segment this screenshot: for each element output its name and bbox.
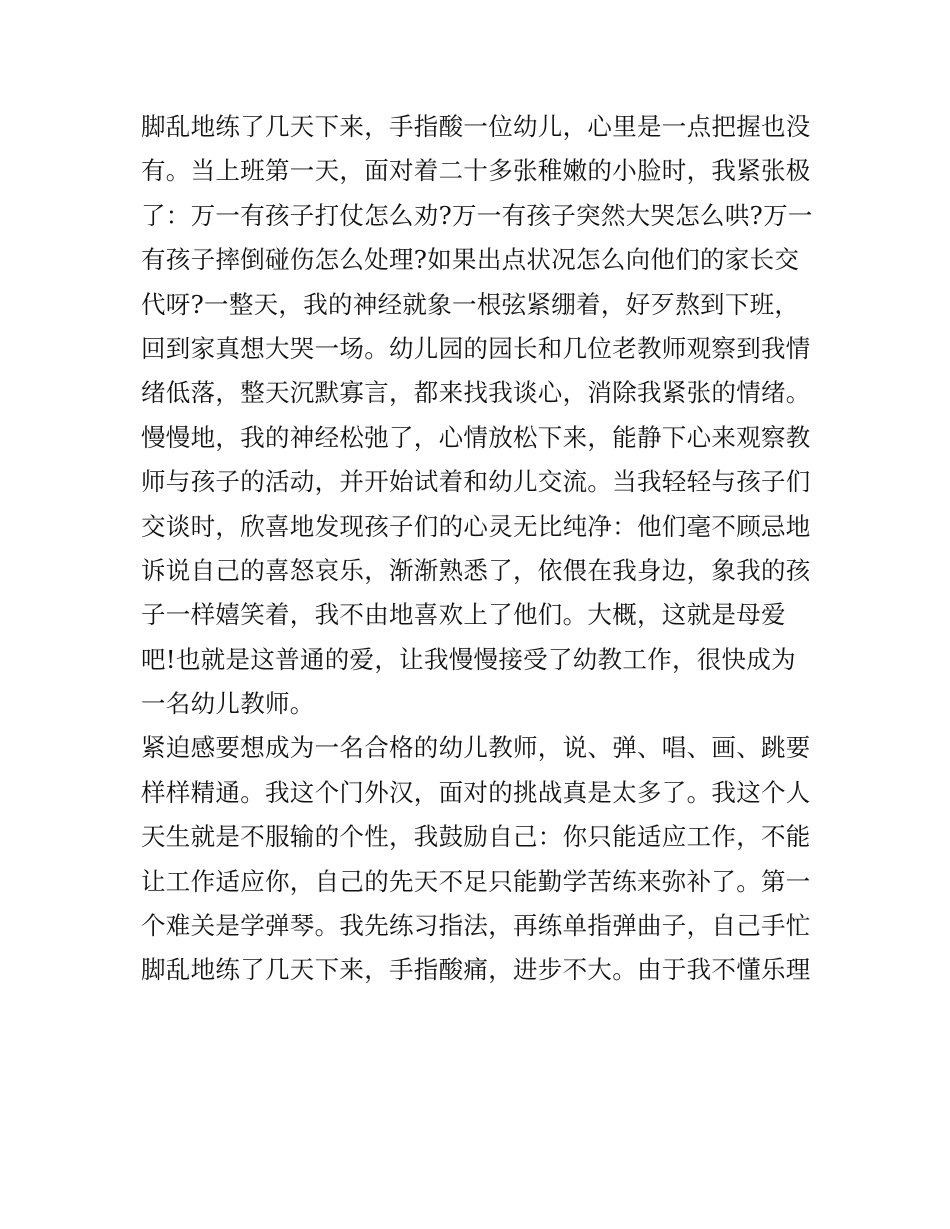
text-line: 诉说自己的喜怒哀乐，渐渐熟悉了，依偎在我身边，象我的孩 xyxy=(141,555,811,585)
text-line: 天生就是不服输的个性，我鼓励自己：你只能适应工作，不能 xyxy=(141,822,811,852)
text-line: 有孩子摔倒碰伤怎么处理?如果出点状况怎么向他们的家长交 xyxy=(141,245,800,275)
text-line: 回到家真想大哭一场。幼儿园的园长和几位老教师观察到我情 xyxy=(141,333,811,363)
text-line: 子一样嬉笑着，我不由地喜欢上了他们。大概，这就是母爱 xyxy=(141,600,786,630)
body-text xyxy=(141,105,821,993)
text-line: 代呀?一整天，我的神经就象一根弦紧绷着，好歹熬到下班， xyxy=(141,289,800,319)
text-line: 个难关是学弹琴。我先练习指法，再练单指弹曲子，自己手忙 xyxy=(141,911,811,941)
text-line: 紧迫感要想成为一名合格的幼儿教师，说、弹、唱、画、跳要 xyxy=(141,733,811,763)
text-line: 吧!也就是这普通的爱，让我慢慢接受了幼教工作，很快成为 xyxy=(141,644,796,674)
text-line: 样样精通。我这个门外汉，面对的挑战真是太多了。我这个人 xyxy=(141,777,811,807)
text-line: 有。当上班第一天，面对着二十多张稚嫩的小脸时，我紧张极 xyxy=(141,156,811,186)
text-line: 慢慢地，我的神经松弛了，心情放松下来，能静下心来观察教 xyxy=(141,422,811,452)
text-line: 让工作适应你，自己的先天不足只能勤学苦练来弥补了。第一 xyxy=(141,866,811,896)
text-line: 绪低落，整天沉默寡言，都来找我谈心，消除我紧张的情绪。 xyxy=(141,378,811,408)
text-line: 了：万一有孩子打仗怎么劝?万一有孩子突然大哭怎么哄?万一 xyxy=(141,200,813,230)
text-line: 师与孩子的活动，并开始试着和幼儿交流。当我轻轻与孩子们 xyxy=(141,467,811,497)
text-line: 脚乱地练了几天下来，手指酸痛，进步不大。由于我不懂乐理 xyxy=(141,955,811,985)
text-line: 脚乱地练了几天下来，手指酸一位幼儿，心里是一点把握也没 xyxy=(141,112,811,141)
text-line: 交谈时，欣喜地发现孩子们的心灵无比纯净：他们毫不顾忌地 xyxy=(141,511,811,541)
text-line: 一名幼儿教师。 xyxy=(141,689,315,719)
